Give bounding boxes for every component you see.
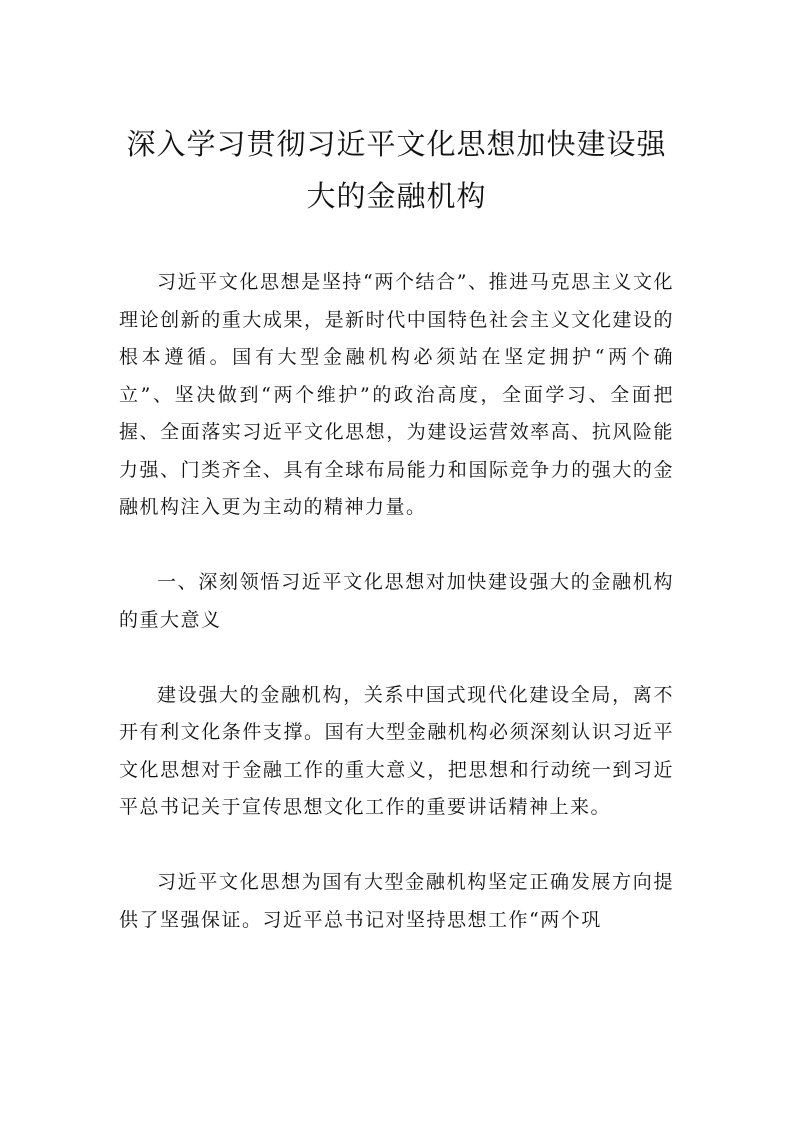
document-title: 深入学习贯彻习近平文化思想加快建设强大的金融机构 (126, 127, 667, 213)
paragraph-section1-2: 习近平文化思想为国有大型金融机构坚定正确发展方向提供了坚强保证。习近平总书记对坚持思想工作“两个巩 (119, 871, 674, 931)
section-heading-1: 一、深刻领悟习近平文化思想对加快建设强大的金融机构的重大意义 (119, 571, 674, 631)
spacer (119, 222, 674, 264)
spacer (119, 527, 674, 565)
spacer (119, 827, 674, 865)
document-body (119, 264, 674, 939)
spacer (119, 639, 674, 677)
document-content (119, 118, 674, 939)
paragraph-section1-1: 建设强大的金融机构，关系中国式现代化建设全局，离不开有利文化条件支撑。国有大型金融机构必须深刻认识习近平文化思想对于金融工作的重大意义，把思想和行动统一到习近平总书记关于宣传思想文化工作的重要讲话精神上来。 (119, 683, 674, 818)
paragraph-intro: 习近平文化思想是坚持“两个结合”、推进马克思主义文化理论创新的重大成果，是新时代中国特色社会主义文化建设的根本遵循。国有大型金融机构必须站在坚定拥护“两个确立”、坚决做到“两个维护”的政治高度，全面学习、全面把握、全面落实习近平文化思想，为建设运营效率高、抗风险能力强、门类齐全、具有全球布局能力和国际竞争力的强大的金融机构注入更为主动的精神力量。 (119, 271, 674, 518)
